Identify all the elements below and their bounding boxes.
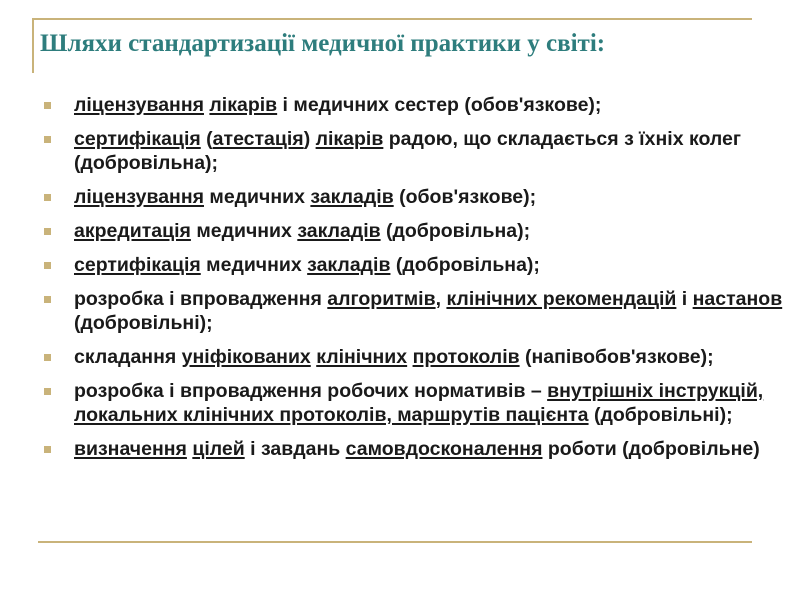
underlined-term: клінічних рекомендацій [446, 288, 677, 310]
bullet-text: і завдань [244, 438, 346, 460]
underlined-term: акредитація [74, 220, 191, 242]
bullet-text: роботи (добровільне) [542, 438, 760, 460]
bullet-text: і медичних сестер (обов'язкове); [277, 94, 602, 116]
bullet-square-icon [44, 388, 51, 395]
underlined-term: протоколів [412, 346, 520, 368]
slide-title: Шляхи стандартизації медичної практики у світі: [40, 30, 606, 57]
underlined-term: уніфікованих [181, 346, 311, 368]
bullet-item [40, 287, 785, 335]
underlined-term: закладів [307, 254, 391, 276]
bullet-square-icon [44, 262, 51, 269]
bullet-text: складання [74, 346, 182, 368]
bullet-text: (добровільні); [588, 404, 733, 426]
underlined-term: лікарів [209, 94, 278, 116]
bullet-square-icon [44, 446, 51, 453]
bullet-text: (обов'язкове); [393, 186, 537, 208]
bullet-text: радою, що складається з їхніх колег (добровільна); [74, 128, 741, 174]
underlined-term: визначення [74, 438, 187, 460]
underlined-term: цілей [192, 438, 245, 460]
underlined-term: атестація [212, 128, 304, 150]
bullet-list [40, 93, 785, 471]
bullet-text: ( [200, 128, 213, 150]
left-border-line [32, 18, 34, 73]
bullet-text: (добровільна); [380, 220, 531, 242]
bullet-square-icon [44, 136, 51, 143]
bullet-square-icon [44, 228, 51, 235]
underlined-term: самовдосконалення [345, 438, 543, 460]
bullet-square-icon [44, 194, 51, 201]
underlined-term: настанов [692, 288, 783, 310]
bullet-item [40, 345, 785, 369]
underlined-term: сертифікація [74, 128, 201, 150]
bottom-border-line [38, 541, 752, 543]
bullet-item [40, 219, 785, 243]
bullet-square-icon [44, 296, 51, 303]
underlined-term: внутрішніх інструкцій, локальних клінічних протоколів, маршрутів пацієнта [74, 380, 764, 426]
bullet-text: (добровільна); [390, 254, 540, 276]
underlined-term: закладів [310, 186, 394, 208]
bullet-text: (напівобов'язкове); [519, 346, 714, 368]
bullet-text: , [435, 288, 447, 310]
bullet-text: і [676, 288, 693, 310]
bullet-text: розробка і впровадження [74, 288, 328, 310]
bullet-item [40, 185, 785, 209]
underlined-term: закладів [297, 220, 381, 242]
bullet-item [40, 127, 785, 175]
bullet-item [40, 253, 785, 277]
underlined-term: сертифікація [74, 254, 201, 276]
underlined-term: ліцензування [74, 186, 204, 208]
bullet-text: ) [303, 128, 316, 150]
bullet-square-icon [44, 354, 51, 361]
underlined-term: ліцензування [74, 94, 204, 116]
bullet-text: розробка і впровадження робочих нормативів – [74, 380, 548, 402]
underlined-term: алгоритмів [327, 288, 436, 310]
bullet-item [40, 93, 785, 117]
bullet-text: медичних [203, 186, 311, 208]
bullet-text: медичних [200, 254, 308, 276]
bullet-item [40, 379, 785, 427]
bullet-text: медичних [190, 220, 298, 242]
bullet-text: (добровільні); [74, 312, 213, 334]
bullet-square-icon [44, 102, 51, 109]
top-border-line [32, 18, 752, 20]
bullet-item [40, 437, 785, 461]
underlined-term: лікарів [315, 128, 384, 150]
underlined-term: клінічних [316, 346, 408, 368]
